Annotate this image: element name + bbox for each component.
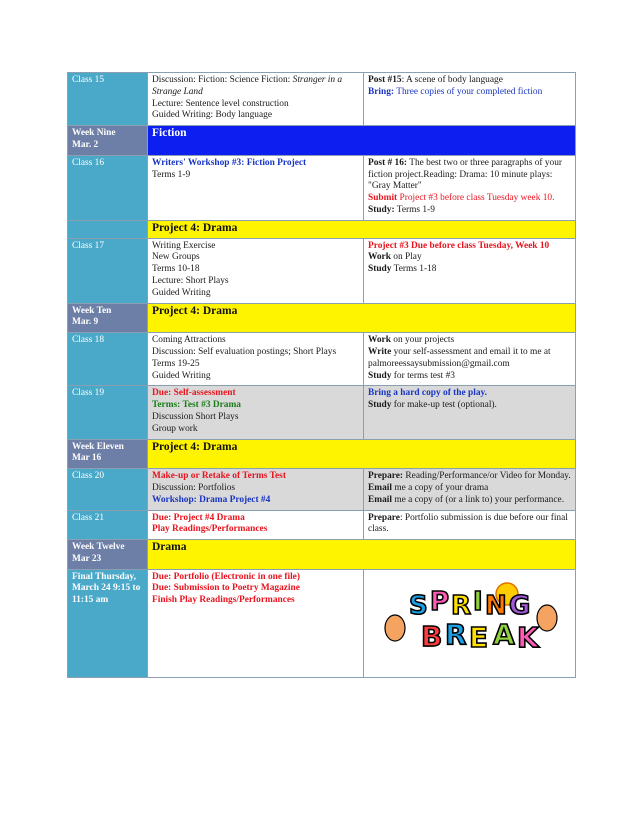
week-label: Week Twelve Mar 23 xyxy=(68,540,148,570)
svg-text:R: R xyxy=(444,617,467,651)
unit-heading: Fiction xyxy=(148,126,576,156)
unit-heading: Project 4: Drama xyxy=(148,220,576,238)
class-content: Coming Attractions Discussion: Self evaluation postings; Short Plays Terms 19-25 Guided Writing xyxy=(148,333,364,386)
class-content: Make-up or Retake of Terms Test Discussion: Portfolios Workshop: Drama Project #4 xyxy=(148,469,364,510)
week-label: Week Eleven Mar 16 xyxy=(68,439,148,469)
project-4-heading-row xyxy=(68,220,576,238)
week-nine-row xyxy=(68,126,576,156)
class-work: Prepare: Portfolio submission is due before our final class. xyxy=(364,510,576,540)
class-label: Class 15 xyxy=(68,73,148,126)
class-work: Work on your projects Write your self-assessment and email it to me at palmoreessaysubmission@gmail.com Study for terms test #3 xyxy=(364,333,576,386)
class-content: Due: Self-assessment Terms: Test #3 Drama Discussion Short Plays Group work xyxy=(148,386,364,439)
final-label: Final Thursday, March 24 9:15 to 11:15 am xyxy=(68,569,148,677)
unit-heading: Project 4: Drama xyxy=(148,303,576,333)
svg-text:R: R xyxy=(450,590,471,621)
label-cell xyxy=(68,220,148,238)
unit-heading: Drama xyxy=(148,540,576,570)
class-20-row xyxy=(68,469,576,510)
class-label: Class 18 xyxy=(68,333,148,386)
final-content: Due: Portfolio (Electronic in one file) Due: Submission to Poetry Magazine Finish Play Readings/Performances xyxy=(148,569,364,677)
course-schedule-table xyxy=(67,72,576,678)
spring-break-cell xyxy=(364,569,576,677)
week-label: Week Ten Mar. 9 xyxy=(68,303,148,333)
spring-break-clipart-icon xyxy=(375,578,565,652)
class-label: Class 20 xyxy=(68,469,148,510)
svg-text:N: N xyxy=(484,590,507,621)
class-content: Writers' Workshop #3: Fiction Project Terms 1-9 xyxy=(148,155,364,220)
class-label: Class 17 xyxy=(68,238,148,303)
svg-text:K: K xyxy=(516,620,539,652)
svg-text:G: G xyxy=(508,590,530,621)
class-work: Bring a hard copy of the play. Study for make-up test (optional). xyxy=(364,386,576,439)
svg-text:S: S xyxy=(408,590,428,621)
class-label: Class 19 xyxy=(68,386,148,439)
class-work: Post # 16: The best two or three paragraphs of your fiction project.Reading: Drama: 10 minute plays: "Gray Matter" Submit Project #3 before class Tuesday week 10. Study: Terms 1-9 xyxy=(364,155,576,220)
class-content: Discussion: Fiction: Science Fiction: Stranger in a Strange Land Lecture: Sentence level construction Guided Writing: Body language xyxy=(148,73,364,126)
week-twelve-row xyxy=(68,540,576,570)
class-content: Due: Project #4 Drama Play Readings/Performances xyxy=(148,510,364,540)
unit-heading: Project 4: Drama xyxy=(148,439,576,469)
class-15-row xyxy=(68,73,576,126)
class-work: Post #15: A scene of body language Bring: Three copies of your completed fiction xyxy=(364,73,576,126)
class-16-row xyxy=(68,155,576,220)
svg-text:I: I xyxy=(472,586,483,617)
class-17-row xyxy=(68,238,576,303)
week-ten-row xyxy=(68,303,576,333)
svg-text:B: B xyxy=(420,619,442,652)
class-label: Class 16 xyxy=(68,155,148,220)
svg-text:E: E xyxy=(468,620,488,652)
class-19-row xyxy=(68,386,576,439)
class-work: Prepare: Reading/Performance/or Video for Monday. Email me a copy of your drama Email me a copy of (or a link to) your performance. xyxy=(364,469,576,510)
svg-text:P: P xyxy=(429,586,449,617)
week-label: Week Nine Mar. 2 xyxy=(68,126,148,156)
class-21-row xyxy=(68,510,576,540)
svg-text:A: A xyxy=(492,617,515,651)
class-content: Writing Exercise New Groups Terms 10-18 Lecture: Short Plays Guided Writing xyxy=(148,238,364,303)
class-label: Class 21 xyxy=(68,510,148,540)
week-eleven-row xyxy=(68,439,576,469)
final-row xyxy=(68,569,576,677)
class-work: Project #3 Due before class Tuesday, Week 10 Work on Play Study Terms 1-18 xyxy=(364,238,576,303)
class-18-row xyxy=(68,333,576,386)
